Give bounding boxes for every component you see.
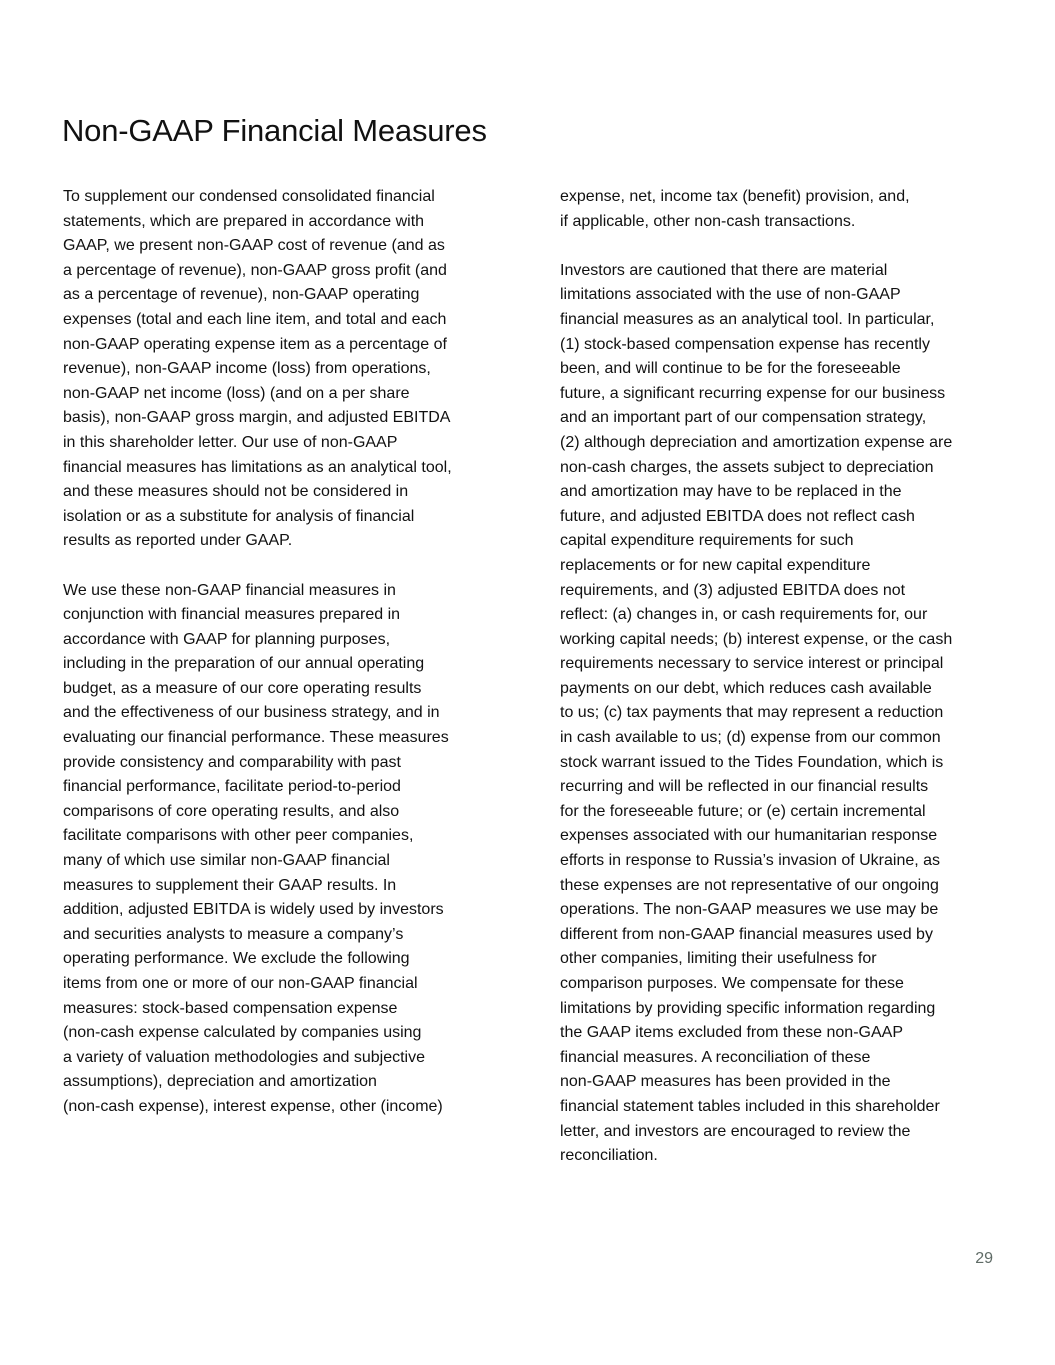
text-line: operating performance. We exclude the following <box>63 950 410 968</box>
text-line: these expenses are not representative of our ongoing <box>560 876 939 894</box>
text-line: requirements, and (3) adjusted EBITDA does not <box>560 581 906 599</box>
text-line: financial measures. A reconciliation of these <box>560 1048 871 1066</box>
text-line: reflect: (a) changes in, or cash requirements for, our <box>560 606 928 624</box>
text-line: been, and will continue to be for the foreseeable <box>560 360 901 378</box>
text-line: results as reported under GAAP. <box>63 532 293 550</box>
right-column-text <box>560 185 990 1169</box>
text-line: provide consistency and comparability with past <box>63 753 401 771</box>
text-line: GAAP, we present non-GAAP cost of revenue (and as <box>63 237 445 255</box>
text-line: accordance with GAAP for planning purposes, <box>63 630 391 648</box>
text-line: (2) although depreciation and amortization expense are <box>560 433 953 451</box>
text-line: if applicable, other non-cash transactions. <box>560 212 856 230</box>
text-line: and an important part of our compensation strategy, <box>560 409 927 427</box>
text-line: limitations associated with the use of non-GAAP <box>560 286 901 304</box>
text-line: expenses associated with our humanitarian response <box>560 827 938 845</box>
text-line: many of which use similar non-GAAP financial <box>63 852 390 870</box>
text-line: We use these non-GAAP financial measures in <box>63 581 396 599</box>
text-line: in this shareholder letter. Our use of non-GAAP <box>63 433 398 451</box>
text-line: reconciliation. <box>560 1147 658 1165</box>
text-line: (1) stock-based compensation expense has recently <box>560 335 930 353</box>
text-line: To supplement our condensed consolidated financial <box>63 188 435 205</box>
text-line: addition, adjusted EBITDA is widely used by investors <box>63 901 444 919</box>
text-line: (non-cash expense), interest expense, other (income) <box>63 1097 443 1115</box>
text-line: comparison purposes. We compensate for these <box>560 975 904 992</box>
text-line: (non-cash expense calculated by companies using <box>63 1024 422 1042</box>
text-line: to us; (c) tax payments that may represent a reduction <box>560 704 944 722</box>
text-line: revenue), non-GAAP income (loss) from operations, <box>63 360 431 378</box>
text-line: in cash available to us; (d) expense from our common <box>560 729 941 747</box>
text-line: recurring and will be reflected in our financial results <box>560 778 929 796</box>
text-line: letter, and investors are encouraged to review the <box>560 1122 911 1140</box>
text-line: and securities analysts to measure a company’s <box>63 925 404 943</box>
text-line: and amortization may have to be replaced in the <box>560 483 902 501</box>
text-line: for the foreseeable future; or (e) certain incremental <box>560 802 926 820</box>
text-line: the GAAP items excluded from these non-GAAP <box>560 1024 903 1042</box>
text-line: Investors are cautioned that there are material <box>560 261 888 279</box>
text-line: financial measures has limitations as an analytical tool, <box>63 458 452 476</box>
text-line: evaluating our financial performance. These measures <box>63 729 449 747</box>
text-line: payments on our debt, which reduces cash available <box>560 679 932 697</box>
left-column-text <box>63 185 489 1120</box>
text-line: working capital needs; (b) interest expense, or the cash <box>560 630 953 648</box>
text-line: isolation or as a substitute for analysis of financial <box>63 507 415 525</box>
text-line: limitations by providing specific information regarding <box>560 999 936 1017</box>
text-line: financial performance, facilitate period-to-period <box>63 778 401 796</box>
text-line: future, and adjusted EBITDA does not reflect cash <box>560 507 915 525</box>
page-title: Non-GAAP Financial Measures <box>62 113 487 148</box>
text-line: a variety of valuation methodologies and subjective <box>63 1048 425 1066</box>
text-line: facilitate comparisons with other peer companies, <box>63 827 414 845</box>
text-line: and these measures should not be considered in <box>63 483 409 501</box>
text-line: budget, as a measure of our core operating results <box>63 679 422 697</box>
text-line: items from one or more of our non-GAAP financial <box>63 975 418 992</box>
text-line: operations. The non-GAAP measures we use may be <box>560 901 939 919</box>
text-line: financial measures as an analytical tool. In particular, <box>560 310 935 328</box>
text-line: comparisons of core operating results, and also <box>63 802 400 820</box>
text-line: different from non-GAAP financial measures used by <box>560 925 933 943</box>
text-line: stock warrant issued to the Tides Foundation, which is <box>560 753 944 771</box>
text-line: efforts in response to Russia’s invasion of Ukraine, as <box>560 852 941 870</box>
text-line: financial statement tables included in this shareholder <box>560 1097 940 1115</box>
text-line: conjunction with financial measures prepared in <box>63 606 401 624</box>
text-line: measures to supplement their GAAP results. In <box>63 876 397 894</box>
text-line: other companies, limiting their usefulness for <box>560 950 877 968</box>
text-line: and the effectiveness of our business strategy, and in <box>63 704 440 722</box>
text-line: non-GAAP net income (loss) (and on a per share <box>63 384 410 402</box>
text-line: including in the preparation of our annual operating <box>63 655 425 673</box>
paragraph-gap <box>560 234 990 259</box>
text-line: expenses (total and each line item, and total and each <box>63 310 447 328</box>
text-line: as a percentage of revenue), non-GAAP operating <box>63 286 420 304</box>
text-line: capital expenditure requirements for such <box>560 532 854 550</box>
text-line: assumptions), depreciation and amortization <box>63 1073 377 1091</box>
paragraph-gap <box>63 554 489 579</box>
text-line: non-GAAP operating expense item as a percentage of <box>63 335 447 353</box>
page-number: 29 <box>975 1250 993 1267</box>
text-line: measures: stock-based compensation expense <box>63 999 398 1017</box>
text-line: statements, which are prepared in accordance with <box>63 212 425 230</box>
text-line: non-GAAP measures has been provided in the <box>560 1073 891 1091</box>
text-line: requirements necessary to service interest or principal <box>560 655 944 673</box>
text-line: replacements or for new capital expenditure <box>560 556 871 574</box>
text-line: a percentage of revenue), non-GAAP gross profit (and <box>63 261 447 279</box>
text-line: basis), non-GAAP gross margin, and adjusted EBITDA <box>63 409 451 427</box>
text-line: expense, net, income tax (benefit) provision, and, <box>560 188 910 205</box>
text-line: future, a significant recurring expense for our business <box>560 384 946 402</box>
text-line: non-cash charges, the assets subject to depreciation <box>560 458 934 476</box>
